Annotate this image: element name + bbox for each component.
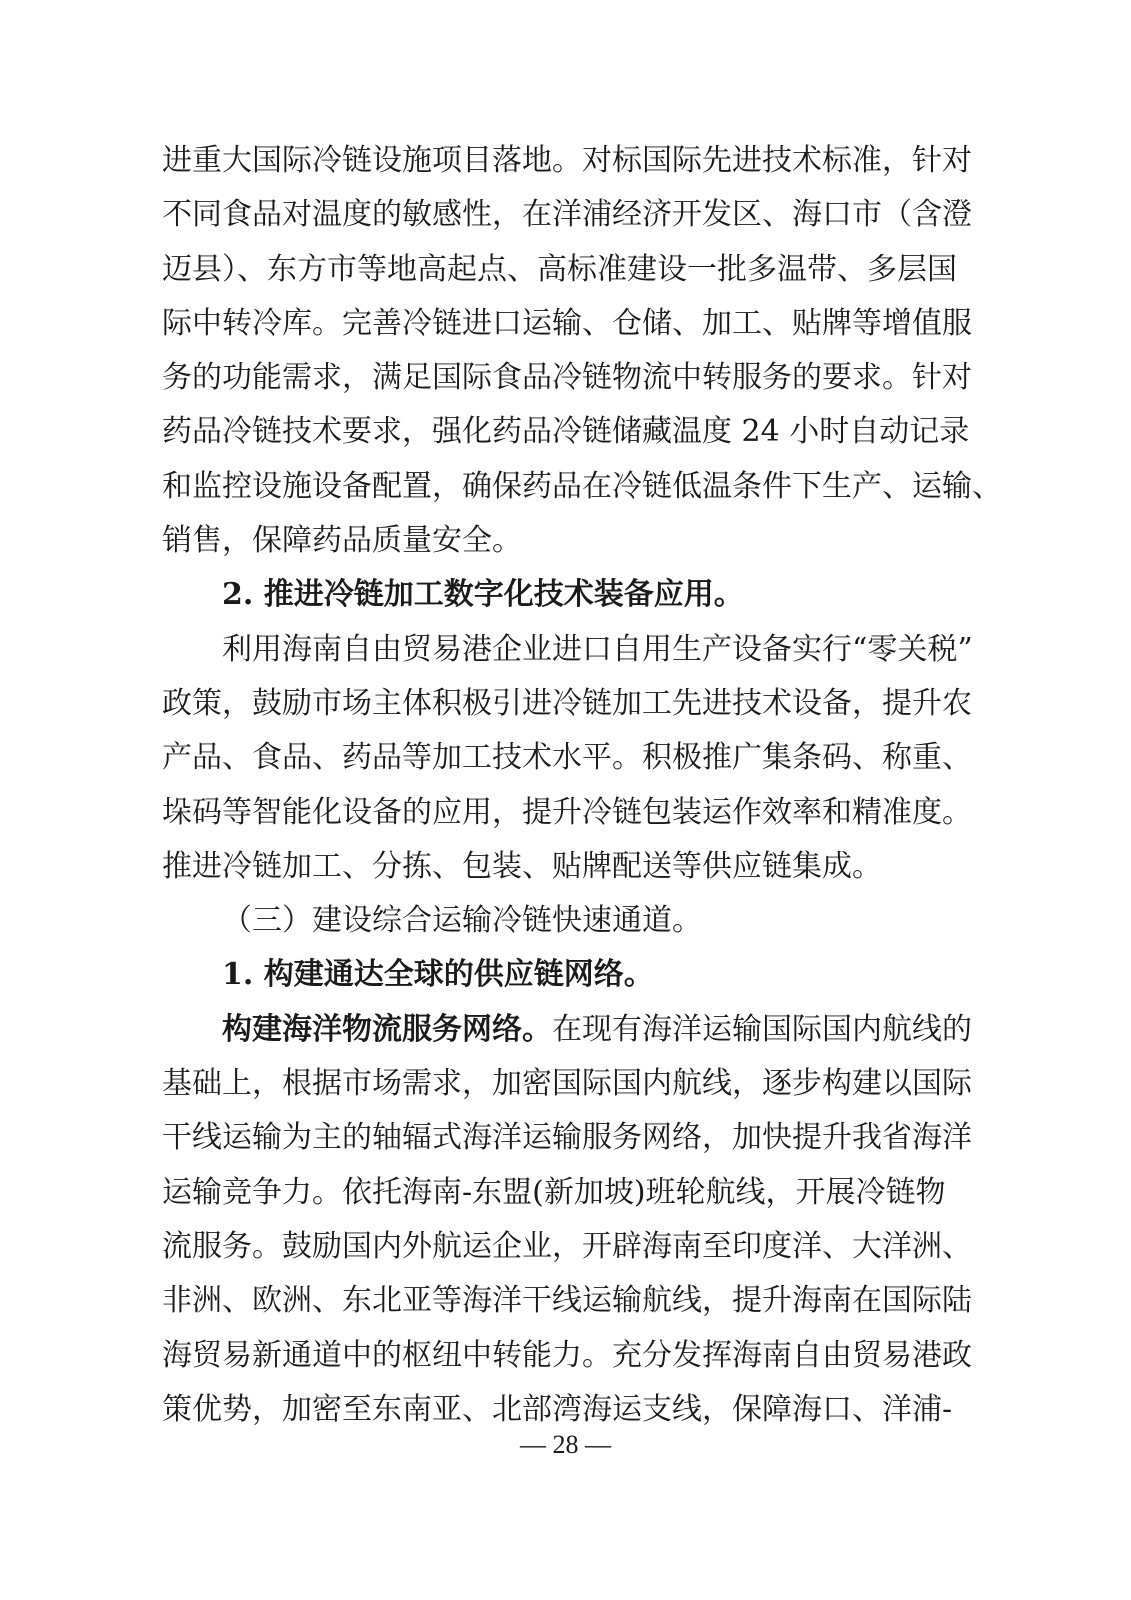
text-line: 销售，保障药品质量安全。 [162,523,522,559]
text-span: 在现有海洋运输国际国内航线的 [552,1011,972,1047]
text-line: 不同食品对温度的敏感性，在洋浦经济开发区、海口市（含澄 [162,197,972,233]
page-number: — 28 — [520,1430,611,1459]
subheading-digital-processing: 2. 推进冷链加工数字化技术装备应用。 [222,577,744,613]
text-line: 产品、食品、药品等加工技术水平。积极推广集条码、称重、 [162,740,972,776]
text-line: 推进冷链加工、分拣、包装、贴牌配送等供应链集成。 [162,848,882,884]
document-body [162,134,1002,1437]
paragraph-cold-storage [162,134,1002,568]
lead-phrase: 构建海洋物流服务网络。 [222,1011,552,1047]
text-line: 策优势，加密至东南亚、北部湾海运支线，保障海口、洋浦- [162,1391,953,1427]
text-line: 务的功能需求，满足国际食品冷链物流中转服务的要求。针对 [162,360,972,396]
text-line: 药品冷链技术要求，强化药品冷链储藏温度 24 小时自动记录 [162,414,970,450]
text-line: 进重大国际冷链设施项目落地。对标国际先进技术标准，针对 [162,143,972,178]
paragraph-digital-processing [162,623,973,894]
subheading-supply-chain-network: 1. 构建通达全球的供应链网络。 [222,957,654,993]
text-line: 和监控设施设备配置，确保药品在冷链低温条件下生产、运输、 [162,468,1002,504]
text-line: 干线运输为主的轴辐式海洋运输服务网络，加快提升我省海洋 [162,1120,972,1156]
text-line: 迈县）、东方市等地高起点、高标准建设一批多温带、多层国 [162,251,957,287]
text-line: 非洲、欧洲、东北亚等海洋干线运输航线，提升海南在国际陆 [162,1283,972,1319]
text-line: 运输竞争力。依托海南-东盟(新加坡)班轮航线，开展冷链物 [162,1174,946,1210]
text-line: 垛码等智能化设备的应用，提升冷链包装运作效率和精准度。 [162,794,972,830]
text-line: 基础上，根据市场需求，加密国际国内航线，逐步构建以国际 [162,1066,972,1102]
text-line: 际中转冷库。完善冷链进口运输、仓储、加工、贴牌等增值服 [162,305,972,341]
text-line: 利用海南自由贸易港企业进口自用生产设备实行“零关税” [222,631,973,667]
text-line: 政策，鼓励市场主体积极引进冷链加工先进技术设备，提升农 [162,685,972,721]
text-line: 海贸易新通道中的枢纽中转能力。充分发挥海南自由贸易港政 [162,1337,972,1373]
text-line: 流服务。鼓励国内外航运企业，开辟海南至印度洋、大洋洲、 [162,1228,972,1264]
paragraph-ocean-logistics [162,1003,972,1437]
section-heading-transport-channel: （三）建设综合运输冷链快速通道。 [222,903,702,939]
text-line [162,1003,972,1057]
